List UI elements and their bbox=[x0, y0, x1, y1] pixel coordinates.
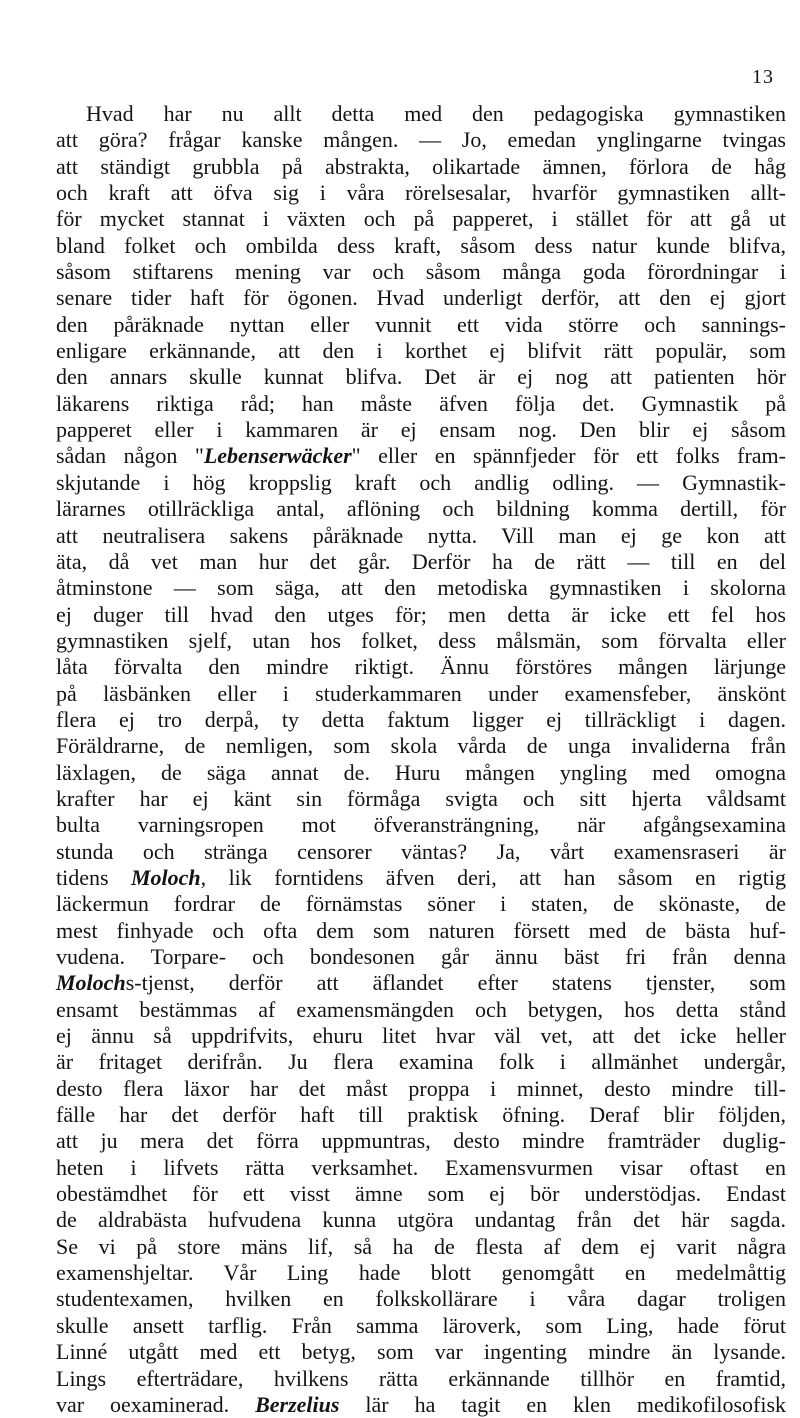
text-line: ej ännu så uppdrifvits, ehuru litet hvar väl vet, att det icke heller bbox=[56, 1023, 786, 1049]
text-line: lärarnes otillräckliga antal, aflöning och bildning komma dertill, för bbox=[56, 496, 786, 522]
text-line: läkarens riktiga råd; han måste äfven följa det. Gymnastik på bbox=[56, 390, 786, 416]
text-line: studentexamen, hvilken en folkskollärare i våra dagar troligen bbox=[56, 1286, 786, 1312]
text-line: ensamt bestämmas af examensmängden och betygen, hos detta stånd bbox=[56, 996, 786, 1022]
text-line: Lings efterträdare, hvilkens rätta erkännande tillhör en framtid, bbox=[56, 1365, 786, 1391]
text-line: att ju mera det förra uppmuntras, desto mindre framträder duglig- bbox=[56, 1128, 786, 1154]
text-line: ej duger till hvad den utges för; men detta är icke ett fel hos bbox=[56, 601, 786, 627]
text-line: heten i lifvets rätta verksamhet. Examensvurmen visar oftast en bbox=[56, 1154, 786, 1180]
text-line: den påräknade nyttan eller vunnit ett vida större och sannings- bbox=[56, 311, 786, 337]
text-line: för mycket stannat i växten och på papperet, i stället för att gå ut bbox=[56, 206, 786, 232]
text-line: Se vi på store mäns lif, så ha de flesta af dem ej varit några bbox=[56, 1233, 786, 1259]
text-line: krafter har ej känt sin förmåga svigta och sitt hjerta våldsamt bbox=[56, 785, 786, 811]
text-line: de aldrabästa hufvudena kunna utgöra undantag från det här sagda. bbox=[56, 1207, 786, 1233]
text-line: såsom stiftarens mening var och såsom många goda förordningar i bbox=[56, 259, 786, 285]
text-line: examenshjeltar. Vår Ling hade blott genomgått en medelmåttig bbox=[56, 1260, 786, 1286]
text-line: fälle har det derför haft till praktisk öfning. Deraf blir följden, bbox=[56, 1102, 786, 1128]
text-line: är fritaget derifrån. Ju flera examina folk i allmänhet undergår, bbox=[56, 1049, 786, 1075]
text-line: var oexaminerad. Berzelius lär ha tagit en klen medikofilosofisk bbox=[56, 1391, 786, 1417]
text-line: Molochs-tjenst, derför att äflandet efter statens tjenster, som bbox=[56, 970, 786, 996]
italic-name: Moloch bbox=[56, 970, 126, 996]
text-line: bulta varningsropen mot öfveransträngning, när afgångsexamina bbox=[56, 812, 786, 838]
text-line: låta förvalta den mindre riktigt. Ännu förstöres mången lärjunge bbox=[56, 654, 786, 680]
text-line: att neutralisera sakens påräknade nytta. Vill man ej ge kon att bbox=[56, 522, 786, 548]
text-line: gymnastiken sjelf, utan hos folket, dess målsmän, som förvalta eller bbox=[56, 627, 786, 653]
text-line: Hvad har nu allt detta med den pedagogiska gymnastiken bbox=[86, 101, 786, 126]
text-line: Linné utgått med ett betyg, som var ingenting mindre än lysande. bbox=[56, 1339, 786, 1365]
italic-name: Berzelius bbox=[255, 1391, 340, 1417]
text-line: åtminstone — som säga, att den metodiska gymnastiken i skolorna bbox=[56, 575, 786, 601]
italic-name: Moloch bbox=[130, 864, 201, 890]
text-line: tidens Moloch, lik forntidens äfven deri, att han såsom en rigtig bbox=[56, 864, 786, 890]
text-line: att ständigt grubbla på abstrakta, olikartade ämnen, förlora de håg bbox=[56, 153, 786, 179]
body-text bbox=[56, 101, 786, 1418]
text-line: senare tider haft för ögonen. Hvad underligt derför, att den ej gjort bbox=[56, 285, 786, 311]
text-line: obestämdhet för ett visst ämne som ej bör understödjas. Endast bbox=[56, 1181, 786, 1207]
text-line: desto flera läxor har det måst proppa i minnet, desto mindre till- bbox=[56, 1075, 786, 1101]
text-line: Föräldrarne, de nemligen, som skola vårda de unga invaliderna från bbox=[56, 733, 786, 759]
text-line: mest finhyade och ofta dem som naturen försett med de bästa huf- bbox=[56, 917, 786, 943]
text-line: papperet eller i kammaren är ej ensam nog. Den blir ej såsom bbox=[56, 417, 786, 443]
text-line: på läsbänken eller i studerkammaren under examensfeber, änskönt bbox=[56, 680, 786, 706]
text-line: den annars skulle kunnat blifva. Det är ej nog att patienten hör bbox=[56, 364, 786, 390]
text-line: enligare erkännande, att den i korthet ej blifvit rätt populär, som bbox=[56, 338, 786, 364]
text-line: skjutande i hög kroppslig kraft och andlig odling. — Gymnastik- bbox=[56, 469, 786, 495]
text-line: skulle ansett tarflig. Från samma läroverk, som Ling, hade förut bbox=[56, 1312, 786, 1338]
text-line: bland folket och ombilda dess kraft, såsom dess natur kunde blifva, bbox=[56, 232, 786, 258]
text-line: vudena. Torpare- och bondesonen går ännu bäst fri från denna bbox=[56, 944, 786, 969]
text-line: äta, då vet man hur det går. Derför ha de rätt — till en del bbox=[56, 548, 786, 574]
text-line: flera ej tro derpå, ty detta faktum ligger ej tillräckligt i dagen. bbox=[56, 706, 786, 732]
page-number: 13 bbox=[752, 66, 774, 88]
text-line: läxlagen, de säga annat de. Huru mången yngling med omogna bbox=[56, 759, 786, 785]
text-line: stunda och stränga censorer väntas? Ja, vårt examensraseri är bbox=[56, 838, 786, 864]
text-line: sådan någon "Lebenserwäcker" eller en spännfjeder för ett folks fram- bbox=[56, 443, 786, 469]
text-line: att göra? frågar kanske mången. — Jo, emedan ynglingarne tvingas bbox=[56, 127, 786, 153]
italic-name: Lebenserwäcker bbox=[203, 443, 352, 469]
text-line: och kraft att öfva sig i våra rörelsesalar, hvarför gymnastiken allt- bbox=[56, 180, 786, 206]
text-line: läckermun fordrar de förnämstas söner i staten, de skönaste, de bbox=[56, 891, 786, 917]
